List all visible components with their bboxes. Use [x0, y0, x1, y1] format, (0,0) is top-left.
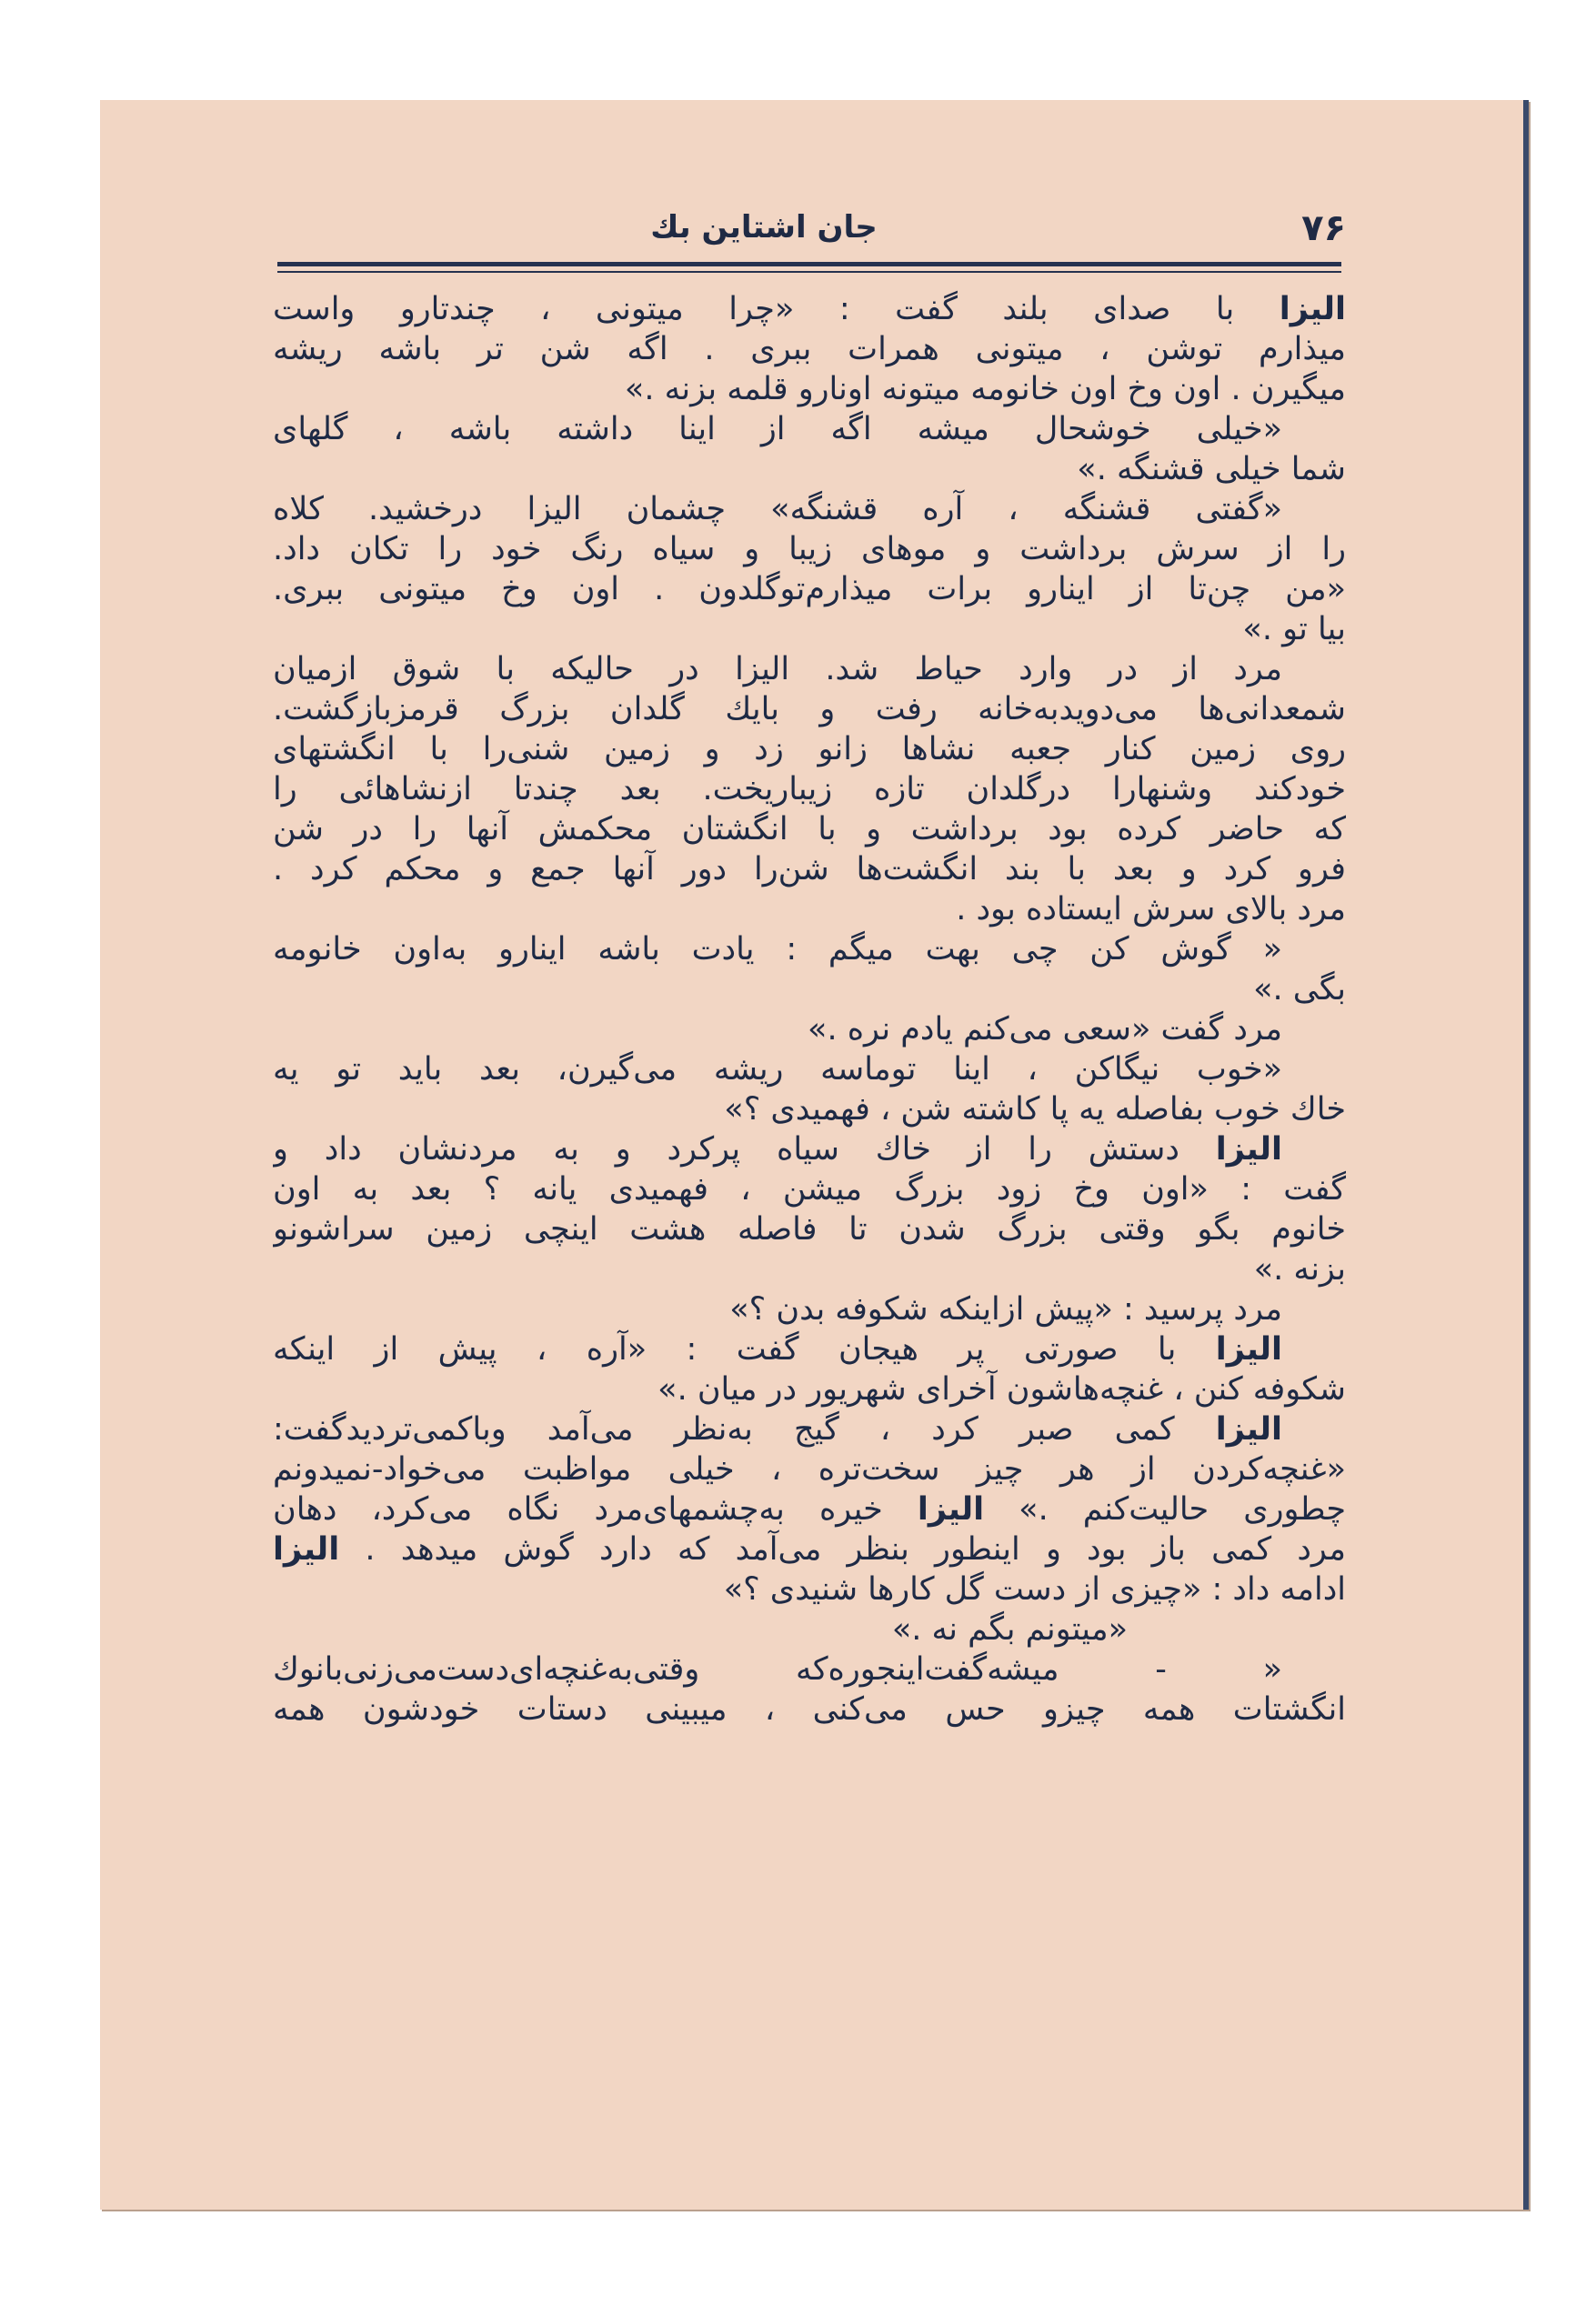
text-line: انگشتات همه چیزو حس می‌کنی ، میبینی دستات خودشون همه [273, 1691, 1346, 1728]
text-line: «خیلی خوشحال میشه اگه از اینا داشته باشه ، گلهای [273, 411, 1282, 447]
text-line: بزنه .» [1253, 1251, 1346, 1288]
text-line: «غنچه‌کردن از هر چیز سخت‌تره ، خیلی مواظبت می‌خواد-نمیدونم [273, 1451, 1346, 1488]
text-line: خودکند وشنهارا درگلدان تازه زیباریخت. بعد چندتا ازنشاهائی را [273, 771, 1346, 807]
text-line: فرو کرد و بعد با بند انگشت‌ها شن‌را دور آنها جمع و محکم کرد . [273, 851, 1346, 887]
text-line: میگیرن . اون وخ اون خانومه میتونه اونارو قلمه بزنه .» [624, 371, 1346, 407]
header-rule-thin [277, 271, 1341, 273]
character-name: اليزا [1279, 291, 1346, 327]
text-line: «گفتی قشنگه ، آره قشنگه» چشمان الیزا درخشید. کلاه [273, 491, 1282, 527]
text-line: « - میشه‌گفت‌اینجوره‌که وقتی‌به‌غنچه‌ای‌دست‌می‌زنی‌بانوك [273, 1651, 1282, 1688]
text-line: روی زمین کنار جعبه نشاها زانو زد و زمین شنی‌را با انگشتهای [273, 731, 1346, 767]
text-line: چطوری حالیت‌کنم .» اليزا خیره به‌چشمهای‌مرد نگاه می‌کرد، دهان [273, 1491, 1346, 1528]
text-line: «میتونم بگم نه .» [891, 1611, 1128, 1648]
text-line: مرد گفت «سعی می‌کنم یادم نره .» [808, 1011, 1282, 1048]
text-line: خاك خوب بفاصله یه پا کاشته شن ، فهمیدی ؟» [724, 1091, 1346, 1128]
text-line: اليزا دستش را از خاك سیاه پرکرد و به مردنشان داد و [273, 1131, 1282, 1168]
text-line: اليزا کمی صبر کرد ، گیج به‌نظر می‌آمد وباکمی‌تردیدگفت: [273, 1411, 1282, 1448]
text-line: «خوب نیگاکن ، اینا توماسه ریشه می‌گیرن، بعد باید تو یه [273, 1051, 1282, 1088]
character-name: اليزا [273, 1531, 340, 1568]
text-line: اليزا با صورتی پر هیجان گفت : «آره ، پیش از اینکه [273, 1331, 1282, 1368]
character-name: اليزا [1215, 1131, 1282, 1168]
text-line: شما خیلی قشنگه .» [1077, 451, 1346, 487]
text-line: مرد از در وارد حیاط شد. الیزا در حالیکه با شوق ازمیان [273, 651, 1282, 687]
text-line: مرد پرسید : «پیش ازاینکه شکوفه بدن ؟» [729, 1291, 1282, 1328]
text-line: شمعدانی‌ها می‌دویدبه‌خانه رفت و بایك گلدان بزرگ قرمزبازگشت. [273, 691, 1346, 727]
page-number: ۷۶ [1301, 207, 1346, 249]
text-line: اليزا با صدای بلند گفت : «چرا میتونی ، چندتارو واست [273, 291, 1346, 327]
header-rule-thick [277, 262, 1341, 266]
text-line: میذارم توشن ، میتونی همرات ببری . اگه شن تر باشه ریشه [273, 331, 1346, 367]
character-name: اليزا [917, 1491, 985, 1528]
text-line: بگی .» [1253, 971, 1346, 1008]
character-name: اليزا [1215, 1331, 1282, 1368]
text-line: «من چن‌تا از اینارو برات میذارم‌توگلدون . اون وخ میتونی ببری. [273, 571, 1346, 607]
text-line: شکوفه کنن ، غنچه‌هاشون آخرای شهریور در میان .» [657, 1371, 1346, 1408]
text-line: مرد بالای سرش ایستاده بود . [956, 891, 1346, 927]
text-line: که حاضر کرده بود برداشت و با انگشتان محکمش آنها را در شن [273, 811, 1346, 847]
page-header [182, 207, 1346, 262]
text-line: مرد کمی باز بود و اینطور بنظر می‌آمد که دارد گوش میدهد . اليزا [273, 1531, 1346, 1568]
body-text [273, 289, 1346, 2099]
text-line: گفت : «اون وخ زود بزرگ میشن ، فهمیدی یانه ؟ بعد به اون [273, 1171, 1346, 1208]
character-name: اليزا [1215, 1411, 1282, 1448]
text-line: « گوش کن چی بهت میگم : یادت باشه اینارو به‌اون خانومه [273, 931, 1282, 968]
text-line: ادامه داد : «چیزی از دست گل کارها شنیدی ؟» [723, 1571, 1346, 1608]
text-line: را از سرش برداشت و موهای زیبا و سیاه رنگ خود را تکان داد. [273, 531, 1346, 567]
text-line: بیا تو .» [1242, 611, 1346, 647]
text-line: خانوم بگو وقتی بزرگ شدن تا فاصله هشت اینچی زمین سراشونو [273, 1211, 1346, 1248]
running-title: جان اشتاین بك [650, 209, 878, 246]
